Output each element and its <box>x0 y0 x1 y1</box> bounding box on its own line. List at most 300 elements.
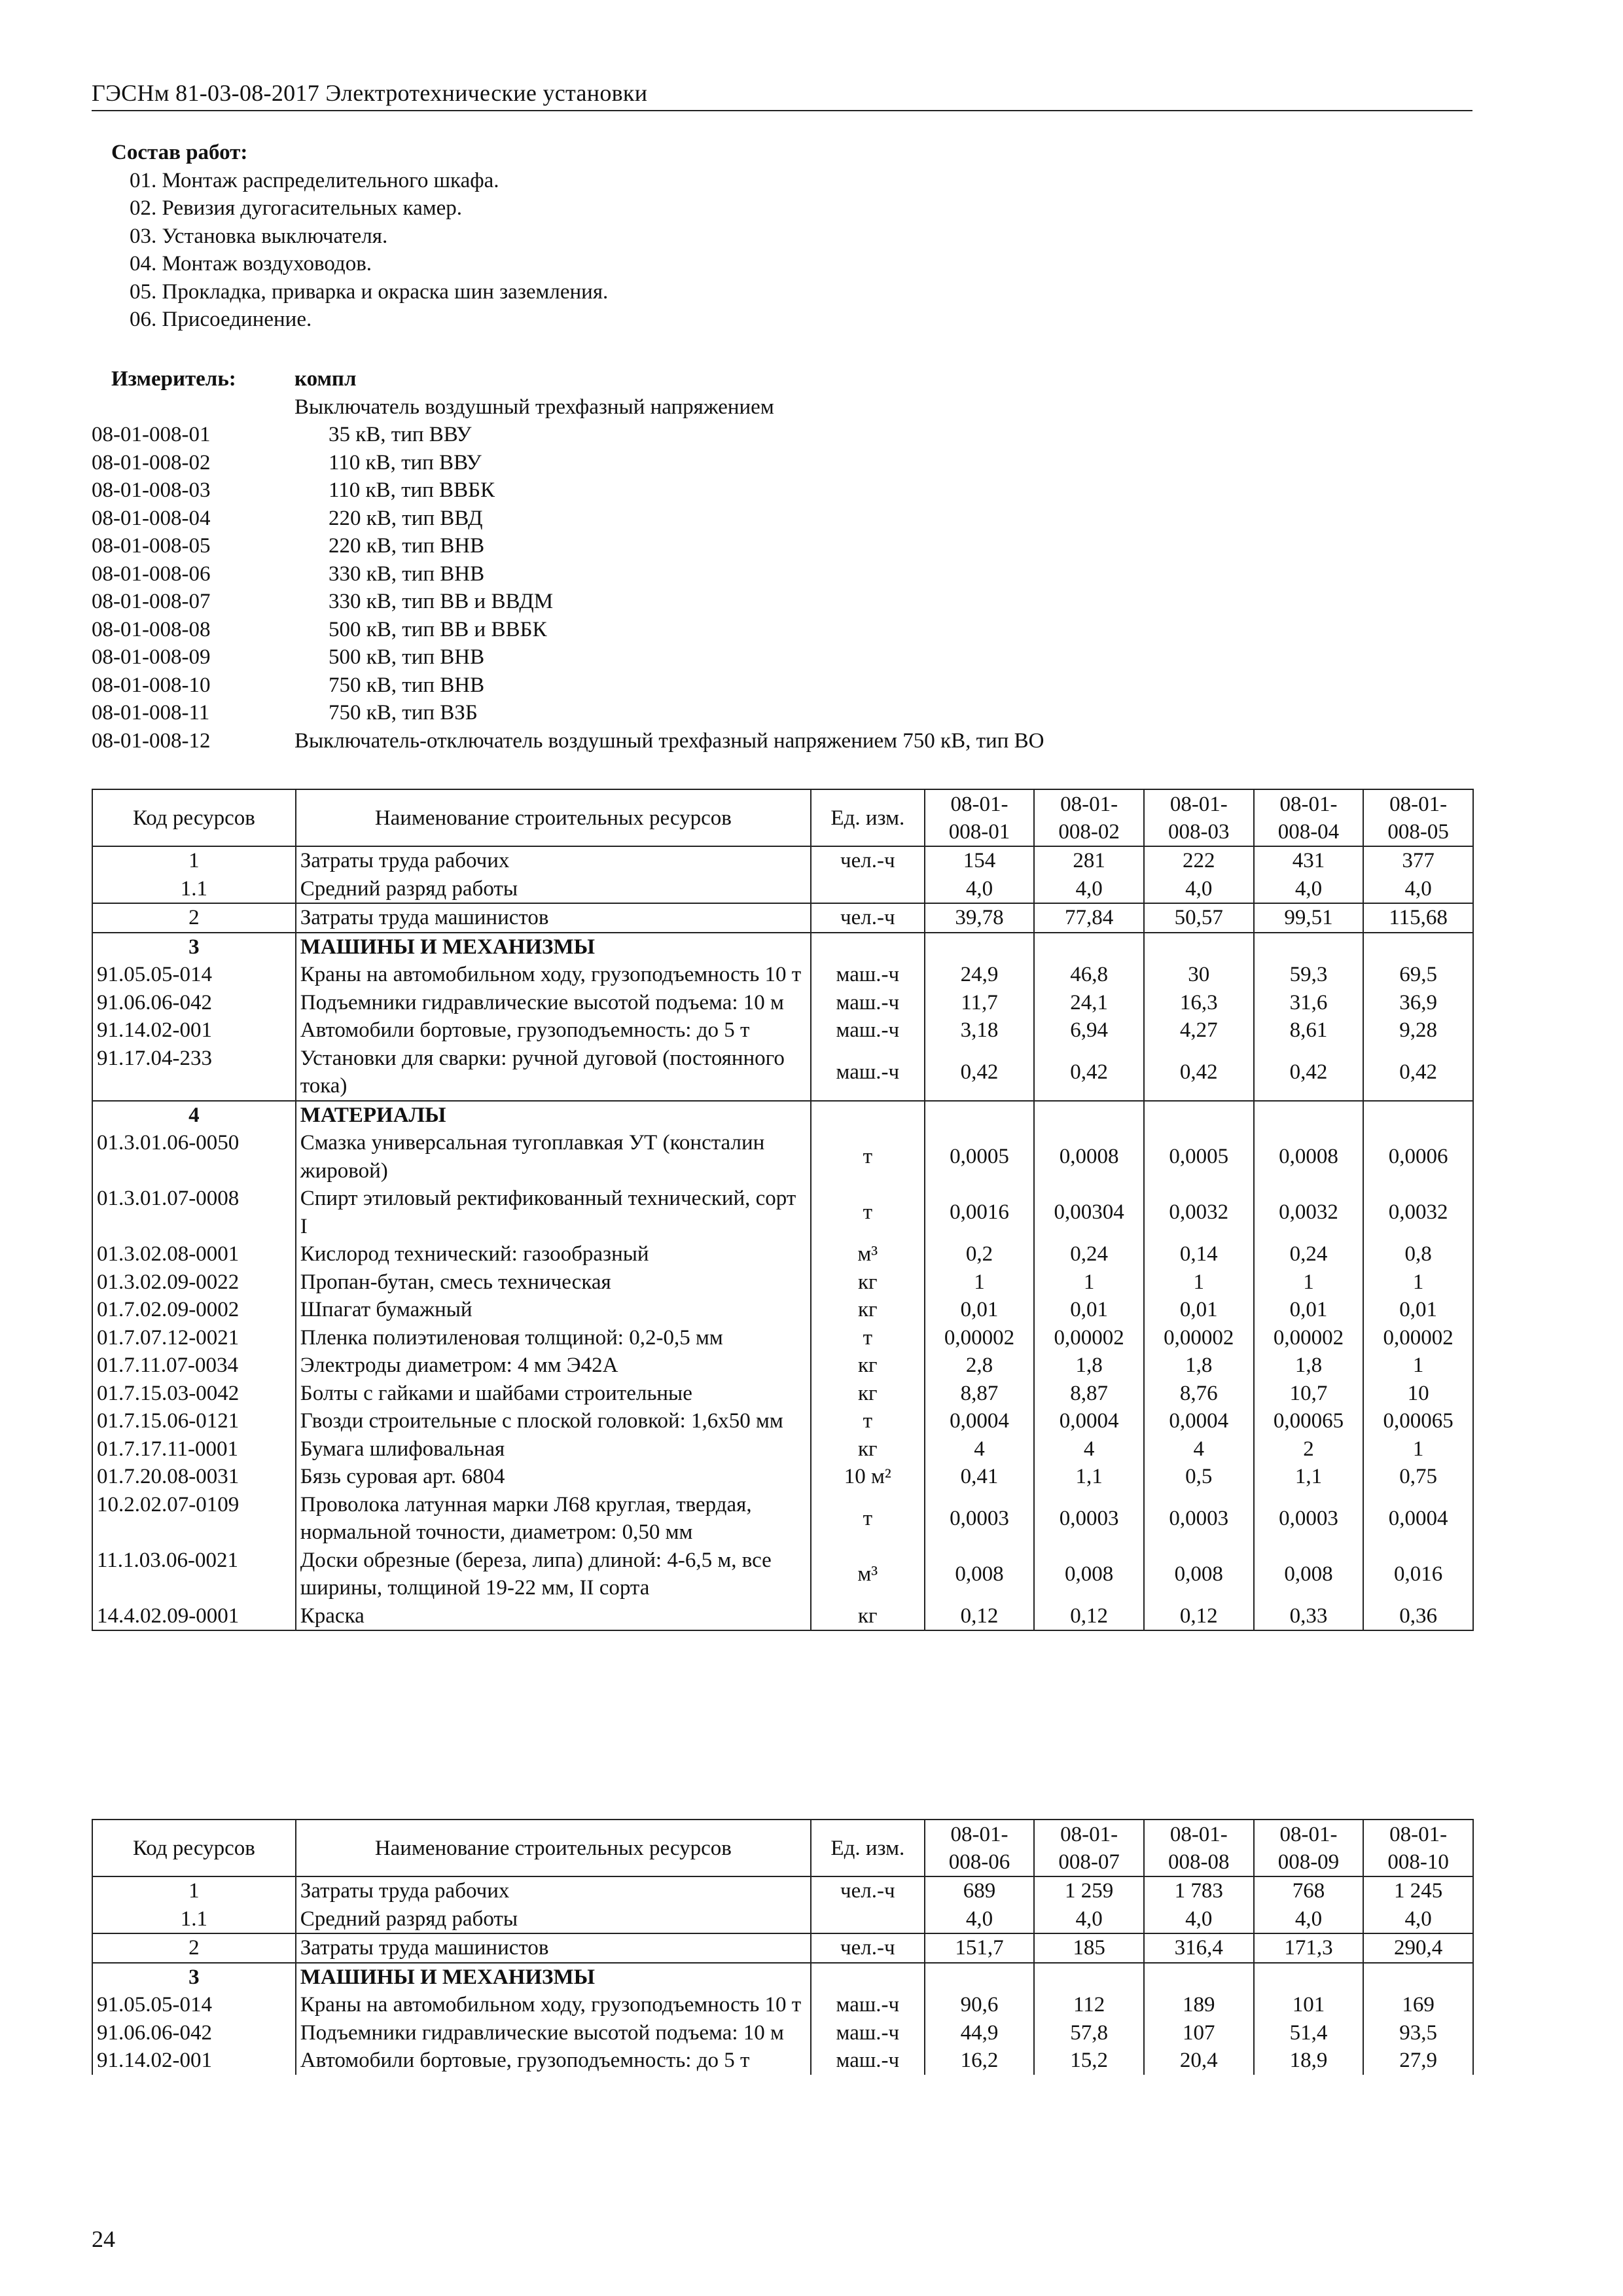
cell-value: 431 <box>1254 846 1364 875</box>
cell-value: 0,008 <box>1144 1547 1254 1602</box>
cell-value: 20,4 <box>1144 2047 1254 2075</box>
meter-item <box>92 505 1044 533</box>
table-row <box>92 1547 1473 1602</box>
cell-value: 0,008 <box>1254 1547 1364 1602</box>
meter-item-code: 08-01-008-07 <box>92 590 211 613</box>
column-header: 08-01- 008-02 <box>1034 789 1144 846</box>
cell-value: 1 <box>1363 1352 1473 1380</box>
cell-code: 91.17.04-233 <box>92 1045 296 1101</box>
cell-value: 6,94 <box>1034 1016 1144 1045</box>
works-item: 02. Ревизия дугогасительных камер. <box>130 196 463 220</box>
cell-value: 0,0008 <box>1254 1129 1364 1185</box>
cell-value: 18,9 <box>1254 2047 1364 2075</box>
cell-value: 0,42 <box>1034 1045 1144 1101</box>
meter-item-desc: 330 кВ, тип ВВ и ВВДМ <box>329 590 554 613</box>
meter-item <box>92 588 1044 616</box>
cell-value: 10 <box>1363 1380 1473 1408</box>
cell-value: 4,0 <box>1363 1905 1473 1934</box>
cell-code: 01.7.02.09-0002 <box>92 1296 296 1324</box>
cell-value: 377 <box>1363 846 1473 875</box>
cell-value: 169 <box>1363 1991 1473 2019</box>
cell-value: 4,0 <box>925 875 1035 904</box>
cell-name: Электроды диаметром: 4 мм Э42А <box>296 1352 811 1380</box>
cell-name: Кислород технический: газообразный <box>296 1240 811 1268</box>
cell-unit: маш.-ч <box>811 1991 925 2019</box>
meter-item-code: 08-01-008-11 <box>92 701 210 725</box>
cell-value: 0,24 <box>1034 1240 1144 1268</box>
cell-value: 51,4 <box>1254 2019 1364 2047</box>
meter-item-desc: 220 кВ, тип ВНВ <box>329 534 485 558</box>
table-row <box>92 961 1473 989</box>
cell-code: 01.7.11.07-0034 <box>92 1352 296 1380</box>
cell-value: 31,6 <box>1254 989 1364 1017</box>
meter-item-desc: 220 кВ, тип ВВД <box>329 506 483 530</box>
cell-value: 0,00002 <box>1254 1324 1364 1352</box>
cell-code: 91.14.02-001 <box>92 1016 296 1045</box>
meter-item <box>92 616 1044 644</box>
cell-value: 0,12 <box>925 1602 1035 1631</box>
cell-value: 0,42 <box>1144 1045 1254 1101</box>
meter-item <box>92 476 1044 505</box>
table-row <box>92 2019 1473 2047</box>
meter-item-desc: 110 кВ, тип ВВБК <box>329 478 495 502</box>
cell-value: 90,6 <box>925 1991 1035 2019</box>
table-row <box>92 1407 1473 1435</box>
cell-code: 01.3.02.09-0022 <box>92 1268 296 1297</box>
column-header: Код ресурсов <box>92 1820 296 1876</box>
meter-item <box>92 643 1044 672</box>
cell-value: 0,00002 <box>1363 1324 1473 1352</box>
cell-unit: чел.-ч <box>811 846 925 875</box>
cell-value <box>925 1101 1035 1130</box>
cell-name: МАШИНЫ И МЕХАНИЗМЫ <box>296 1963 811 1992</box>
table-row <box>92 1380 1473 1408</box>
cell-unit: маш.-ч <box>811 1045 925 1101</box>
cell-value: 24,9 <box>925 961 1035 989</box>
cell-unit: т <box>811 1185 925 1240</box>
cell-name: Смазка универсальная тугоплавкая УТ (консталин жировой) <box>296 1129 811 1185</box>
cell-value: 8,87 <box>925 1380 1035 1408</box>
cell-name: Подъемники гидравлические высотой подъема: 10 м <box>296 2019 811 2047</box>
cell-value: 4,27 <box>1144 1016 1254 1045</box>
cell-name: Установки для сварки: ручной дуговой (постоянного тока) <box>296 1045 811 1101</box>
cell-unit: маш.-ч <box>811 1016 925 1045</box>
cell-value: 222 <box>1144 846 1254 875</box>
cell-value: 171,3 <box>1254 1933 1364 1963</box>
cell-value: 93,5 <box>1363 2019 1473 2047</box>
cell-code: 2 <box>92 1933 296 1963</box>
cell-value: 44,9 <box>925 2019 1035 2047</box>
cell-name: Спирт этиловый ректификованный технический, сорт I <box>296 1185 811 1240</box>
cell-value: 15,2 <box>1034 2047 1144 2075</box>
cell-unit: маш.-ч <box>811 989 925 1017</box>
cell-unit <box>811 1963 925 1992</box>
table-row <box>92 989 1473 1017</box>
column-header: 08-01- 008-04 <box>1254 789 1364 846</box>
meter-group: Выключатель воздушный трехфазный напряжением <box>294 395 774 419</box>
cell-value: 0,0016 <box>925 1185 1035 1240</box>
cell-name: Бязь суровая арт. 6804 <box>296 1463 811 1491</box>
meter-item <box>92 532 1044 560</box>
cell-unit: т <box>811 1129 925 1185</box>
meter-items <box>92 421 1044 727</box>
cell-code: 01.3.02.08-0001 <box>92 1240 296 1268</box>
cell-value <box>1363 933 1473 961</box>
table-row <box>92 933 1473 961</box>
meter-item-desc: 500 кВ, тип ВНВ <box>329 645 485 669</box>
cell-code: 1 <box>92 1876 296 1905</box>
cell-value: 69,5 <box>1363 961 1473 989</box>
cell-value: 4,0 <box>1363 875 1473 904</box>
cell-name: Краска <box>296 1602 811 1631</box>
meter-item-desc: 500 кВ, тип ВВ и ВВБК <box>329 617 547 641</box>
cell-value: 0,24 <box>1254 1240 1364 1268</box>
works-list <box>111 167 608 334</box>
cell-value: 1 259 <box>1034 1876 1144 1905</box>
cell-unit: м³ <box>811 1240 925 1268</box>
cell-value: 0,008 <box>925 1547 1035 1602</box>
cell-value: 57,8 <box>1034 2019 1144 2047</box>
cell-unit <box>811 933 925 961</box>
cell-value: 154 <box>925 846 1035 875</box>
cell-value <box>1144 1101 1254 1130</box>
work-composition <box>111 139 608 334</box>
works-item: 05. Прокладка, приварка и окраска шин заземления. <box>130 279 609 304</box>
cell-unit: кг <box>811 1602 925 1631</box>
cell-name: Гвозди строительные с плоской головкой: 1,6х50 мм <box>296 1407 811 1435</box>
cell-code: 10.2.02.07-0109 <box>92 1491 296 1547</box>
table-row <box>92 1352 1473 1380</box>
cell-value <box>1254 933 1364 961</box>
meter-item-code: 08-01-008-10 <box>92 673 211 697</box>
cell-value: 0,0005 <box>1144 1129 1254 1185</box>
meter-unit: компл <box>294 367 357 391</box>
cell-value: 0,01 <box>1034 1296 1144 1324</box>
cell-value: 59,3 <box>1254 961 1364 989</box>
cell-code: 3 <box>92 1963 296 1992</box>
column-header: 08-01- 008-08 <box>1144 1820 1254 1876</box>
meter-label: Измеритель: <box>111 367 236 391</box>
table-row <box>92 1905 1473 1934</box>
table-row <box>92 1268 1473 1297</box>
meter-item-code: 08-01-008-04 <box>92 506 211 530</box>
cell-unit: чел.-ч <box>811 1933 925 1963</box>
table-row <box>92 903 1473 933</box>
column-header: 08-01- 008-10 <box>1363 1820 1473 1876</box>
cell-value: 185 <box>1034 1933 1144 1963</box>
cell-value: 4,0 <box>1254 875 1364 904</box>
cell-value: 11,7 <box>925 989 1035 1017</box>
cell-name: МАТЕРИАЛЫ <box>296 1101 811 1130</box>
cell-value: 0,5 <box>1144 1463 1254 1491</box>
table-row <box>92 1296 1473 1324</box>
cell-value: 0,0008 <box>1034 1129 1144 1185</box>
cell-value: 8,61 <box>1254 1016 1364 1045</box>
cell-value: 0,00065 <box>1363 1407 1473 1435</box>
cell-value: 77,84 <box>1034 903 1144 933</box>
meter-item-code: 08-01-008-09 <box>92 645 211 669</box>
cell-value: 0,0003 <box>1254 1491 1364 1547</box>
cell-value: 4,0 <box>925 1905 1035 1934</box>
cell-value: 0,01 <box>1144 1296 1254 1324</box>
cell-value: 0,0004 <box>1144 1407 1254 1435</box>
cell-value: 281 <box>1034 846 1144 875</box>
cell-value: 0,00002 <box>925 1324 1035 1352</box>
column-header: 08-01- 008-07 <box>1034 1820 1144 1876</box>
cell-value: 1,8 <box>1144 1352 1254 1380</box>
cell-value: 0,016 <box>1363 1547 1473 1602</box>
meter-item-desc: 750 кВ, тип ВЗБ <box>329 701 478 725</box>
table-row <box>92 1933 1473 1963</box>
cell-value: 689 <box>925 1876 1035 1905</box>
cell-unit: кг <box>811 1380 925 1408</box>
cell-code: 01.7.20.08-0031 <box>92 1463 296 1491</box>
cell-value: 1,8 <box>1034 1352 1144 1380</box>
cell-unit: м³ <box>811 1547 925 1602</box>
cell-value: 2 <box>1254 1435 1364 1463</box>
cell-value: 0,0003 <box>1144 1491 1254 1547</box>
cell-value: 0,8 <box>1363 1240 1473 1268</box>
column-header: 08-01- 008-03 <box>1144 789 1254 846</box>
column-header: 08-01- 008-09 <box>1254 1820 1364 1876</box>
cell-value: 16,2 <box>925 2047 1035 2075</box>
meter-item-desc: 330 кВ, тип ВНВ <box>329 562 485 586</box>
cell-value: 0,0003 <box>1034 1491 1144 1547</box>
cell-value: 0,0032 <box>1254 1185 1364 1240</box>
cell-code: 01.7.17.11-0001 <box>92 1435 296 1463</box>
meter-section <box>92 365 1044 755</box>
cell-value: 39,78 <box>925 903 1035 933</box>
cell-value: 3,18 <box>925 1016 1035 1045</box>
cell-value: 50,57 <box>1144 903 1254 933</box>
cell-value <box>1363 1963 1473 1992</box>
table-row <box>92 1101 1473 1130</box>
table-row <box>92 1324 1473 1352</box>
works-title: Состав работ: <box>111 141 248 164</box>
cell-value: 0,12 <box>1144 1602 1254 1631</box>
meter-item-code: 08-01-008-08 <box>92 617 211 641</box>
cell-value: 4 <box>925 1435 1035 1463</box>
cell-unit: кг <box>811 1435 925 1463</box>
cell-value: 1 <box>1034 1268 1144 1297</box>
cell-code: 01.7.15.03-0042 <box>92 1380 296 1408</box>
cell-code: 91.05.05-014 <box>92 1991 296 2019</box>
table-row <box>92 1963 1473 1992</box>
cell-value: 0,33 <box>1254 1602 1364 1631</box>
cell-name: Доски обрезные (береза, липа) длиной: 4-6,5 м, все ширины, толщиной 19-22 мм, II сорта <box>296 1547 811 1602</box>
cell-unit: чел.-ч <box>811 1876 925 1905</box>
cell-value: 1,8 <box>1254 1352 1364 1380</box>
cell-value: 9,28 <box>1363 1016 1473 1045</box>
cell-value <box>1363 1101 1473 1130</box>
meter-item-desc: 750 кВ, тип ВНВ <box>329 673 485 697</box>
cell-code: 01.3.01.06-0050 <box>92 1129 296 1185</box>
cell-value: 4,0 <box>1144 1905 1254 1934</box>
table-row <box>92 1991 1473 2019</box>
cell-unit: т <box>811 1407 925 1435</box>
cell-value: 30 <box>1144 961 1254 989</box>
works-item: 03. Установка выключателя. <box>130 224 388 248</box>
works-item: 01. Монтаж распределительного шкафа. <box>130 168 499 192</box>
cell-code: 91.06.06-042 <box>92 2019 296 2047</box>
cell-name: Средний разряд работы <box>296 1905 811 1934</box>
column-header: Наименование строительных ресурсов <box>296 789 811 846</box>
meter-item <box>92 672 1044 700</box>
cell-value <box>925 1963 1035 1992</box>
meter-item-code: 08-01-008-01 <box>92 423 211 446</box>
cell-value: 0,42 <box>1363 1045 1473 1101</box>
cell-value: 0,01 <box>1363 1296 1473 1324</box>
meter-item-code: 08-01-008-05 <box>92 534 211 558</box>
table-row <box>92 1491 1473 1547</box>
cell-value: 8,87 <box>1034 1380 1144 1408</box>
cell-code: 1.1 <box>92 875 296 904</box>
cell-name: Подъемники гидравлические высотой подъема: 10 м <box>296 989 811 1017</box>
column-header: 08-01- 008-05 <box>1363 789 1473 846</box>
cell-value: 4 <box>1144 1435 1254 1463</box>
table-row <box>92 1463 1473 1491</box>
cell-unit: маш.-ч <box>811 2019 925 2047</box>
cell-value: 1,1 <box>1254 1463 1364 1491</box>
cell-value: 189 <box>1144 1991 1254 2019</box>
cell-code: 3 <box>92 933 296 961</box>
cell-value: 0,00002 <box>1144 1324 1254 1352</box>
cell-name: Бумага шлифовальная <box>296 1435 811 1463</box>
cell-value: 0,00304 <box>1034 1185 1144 1240</box>
cell-name: Пропан-бутан, смесь техническая <box>296 1268 811 1297</box>
cell-value: 0,01 <box>925 1296 1035 1324</box>
cell-value <box>925 933 1035 961</box>
meter-last-code: 08-01-008-12 <box>92 728 211 753</box>
cell-name: МАШИНЫ И МЕХАНИЗМЫ <box>296 933 811 961</box>
table-row <box>92 1876 1473 1905</box>
cell-value: 0,0003 <box>925 1491 1035 1547</box>
cell-value: 27,9 <box>1363 2047 1473 2075</box>
cell-value: 99,51 <box>1254 903 1364 933</box>
meter-item-code: 08-01-008-06 <box>92 562 211 586</box>
cell-code: 91.05.05-014 <box>92 961 296 989</box>
cell-name: Затраты труда рабочих <box>296 1876 811 1905</box>
column-header: 08-01- 008-06 <box>925 1820 1035 1876</box>
meter-item <box>92 449 1044 477</box>
cell-value: 0,42 <box>1254 1045 1364 1101</box>
cell-value <box>1144 933 1254 961</box>
column-header: Ед. изм. <box>811 1820 925 1876</box>
cell-value: 10,7 <box>1254 1380 1364 1408</box>
cell-code: 11.1.03.06-0021 <box>92 1547 296 1602</box>
cell-value: 768 <box>1254 1876 1364 1905</box>
table-row <box>92 2047 1473 2075</box>
cell-value <box>1144 1963 1254 1992</box>
cell-name: Средний разряд работы <box>296 875 811 904</box>
cell-code: 2 <box>92 903 296 933</box>
cell-value <box>1034 933 1144 961</box>
cell-unit: чел.-ч <box>811 903 925 933</box>
cell-name: Затраты труда рабочих <box>296 846 811 875</box>
table-row <box>92 875 1473 904</box>
column-header: Код ресурсов <box>92 789 296 846</box>
cell-value: 0,42 <box>925 1045 1035 1101</box>
cell-value <box>1034 1101 1144 1130</box>
cell-value: 0,0004 <box>1034 1407 1144 1435</box>
table-row <box>92 1045 1473 1101</box>
cell-value: 0,0005 <box>925 1129 1035 1185</box>
cell-value: 112 <box>1034 1991 1144 2019</box>
cell-value: 0,0004 <box>925 1407 1035 1435</box>
cell-value: 107 <box>1144 2019 1254 2047</box>
resources-table-1 <box>92 789 1474 1631</box>
cell-name: Пленка полиэтиленовая толщиной: 0,2-0,5 мм <box>296 1324 811 1352</box>
cell-value: 290,4 <box>1363 1933 1473 1963</box>
column-header: 08-01- 008-01 <box>925 789 1035 846</box>
cell-unit: маш.-ч <box>811 2047 925 2075</box>
cell-name: Шпагат бумажный <box>296 1296 811 1324</box>
cell-value: 24,1 <box>1034 989 1144 1017</box>
cell-value: 0,0032 <box>1144 1185 1254 1240</box>
cell-name: Автомобили бортовые, грузоподъемность: до 5 т <box>296 2047 811 2075</box>
cell-unit <box>811 875 925 904</box>
cell-value: 4,0 <box>1254 1905 1364 1934</box>
meter-item-desc: 35 кВ, тип ВВУ <box>329 423 472 446</box>
cell-code: 01.3.01.07-0008 <box>92 1185 296 1240</box>
cell-value: 1 <box>1144 1268 1254 1297</box>
cell-value: 0,75 <box>1363 1463 1473 1491</box>
cell-name: Краны на автомобильном ходу, грузоподъемность 10 т <box>296 961 811 989</box>
cell-name: Болты с гайками и шайбами строительные <box>296 1380 811 1408</box>
meter-item-code: 08-01-008-03 <box>92 478 211 502</box>
cell-value: 0,01 <box>1254 1296 1364 1324</box>
cell-value: 101 <box>1254 1991 1364 2019</box>
table-row <box>92 1016 1473 1045</box>
cell-code: 01.7.15.06-0121 <box>92 1407 296 1435</box>
meter-item <box>92 699 1044 727</box>
cell-value: 8,76 <box>1144 1380 1254 1408</box>
cell-unit: т <box>811 1324 925 1352</box>
cell-value: 1 <box>925 1268 1035 1297</box>
cell-value: 0,0004 <box>1363 1491 1473 1547</box>
cell-code: 14.4.02.09-0001 <box>92 1602 296 1631</box>
cell-unit <box>811 1905 925 1934</box>
cell-unit: т <box>811 1491 925 1547</box>
table-row <box>92 1435 1473 1463</box>
table-row <box>92 1129 1473 1185</box>
cell-code: 91.14.02-001 <box>92 2047 296 2075</box>
cell-value: 0,0032 <box>1363 1185 1473 1240</box>
cell-value: 316,4 <box>1144 1933 1254 1963</box>
meter-item-code: 08-01-008-02 <box>92 450 211 475</box>
works-item: 06. Присоединение. <box>130 308 312 331</box>
cell-name: Проволока латунная марки Л68 круглая, твердая, нормальной точности, диаметром: 0,50 мм <box>296 1491 811 1547</box>
cell-value: 0,12 <box>1034 1602 1144 1631</box>
meter-item <box>92 560 1044 588</box>
table-row <box>92 1240 1473 1268</box>
cell-value: 4,0 <box>1034 875 1144 904</box>
meter-item-desc: 110 кВ, тип ВВУ <box>329 450 482 475</box>
table-row <box>92 1602 1473 1631</box>
cell-value: 4,0 <box>1144 875 1254 904</box>
cell-name: Затраты труда машинистов <box>296 1933 811 1963</box>
cell-unit: 10 м² <box>811 1463 925 1491</box>
cell-value: 0,00065 <box>1254 1407 1364 1435</box>
cell-value: 1 <box>1363 1268 1473 1297</box>
cell-unit: кг <box>811 1296 925 1324</box>
cell-value: 16,3 <box>1144 989 1254 1017</box>
cell-value: 0,41 <box>925 1463 1035 1491</box>
cell-code: 4 <box>92 1101 296 1130</box>
cell-value: 0,14 <box>1144 1240 1254 1268</box>
cell-code: 91.06.06-042 <box>92 989 296 1017</box>
cell-value: 1 <box>1363 1435 1473 1463</box>
